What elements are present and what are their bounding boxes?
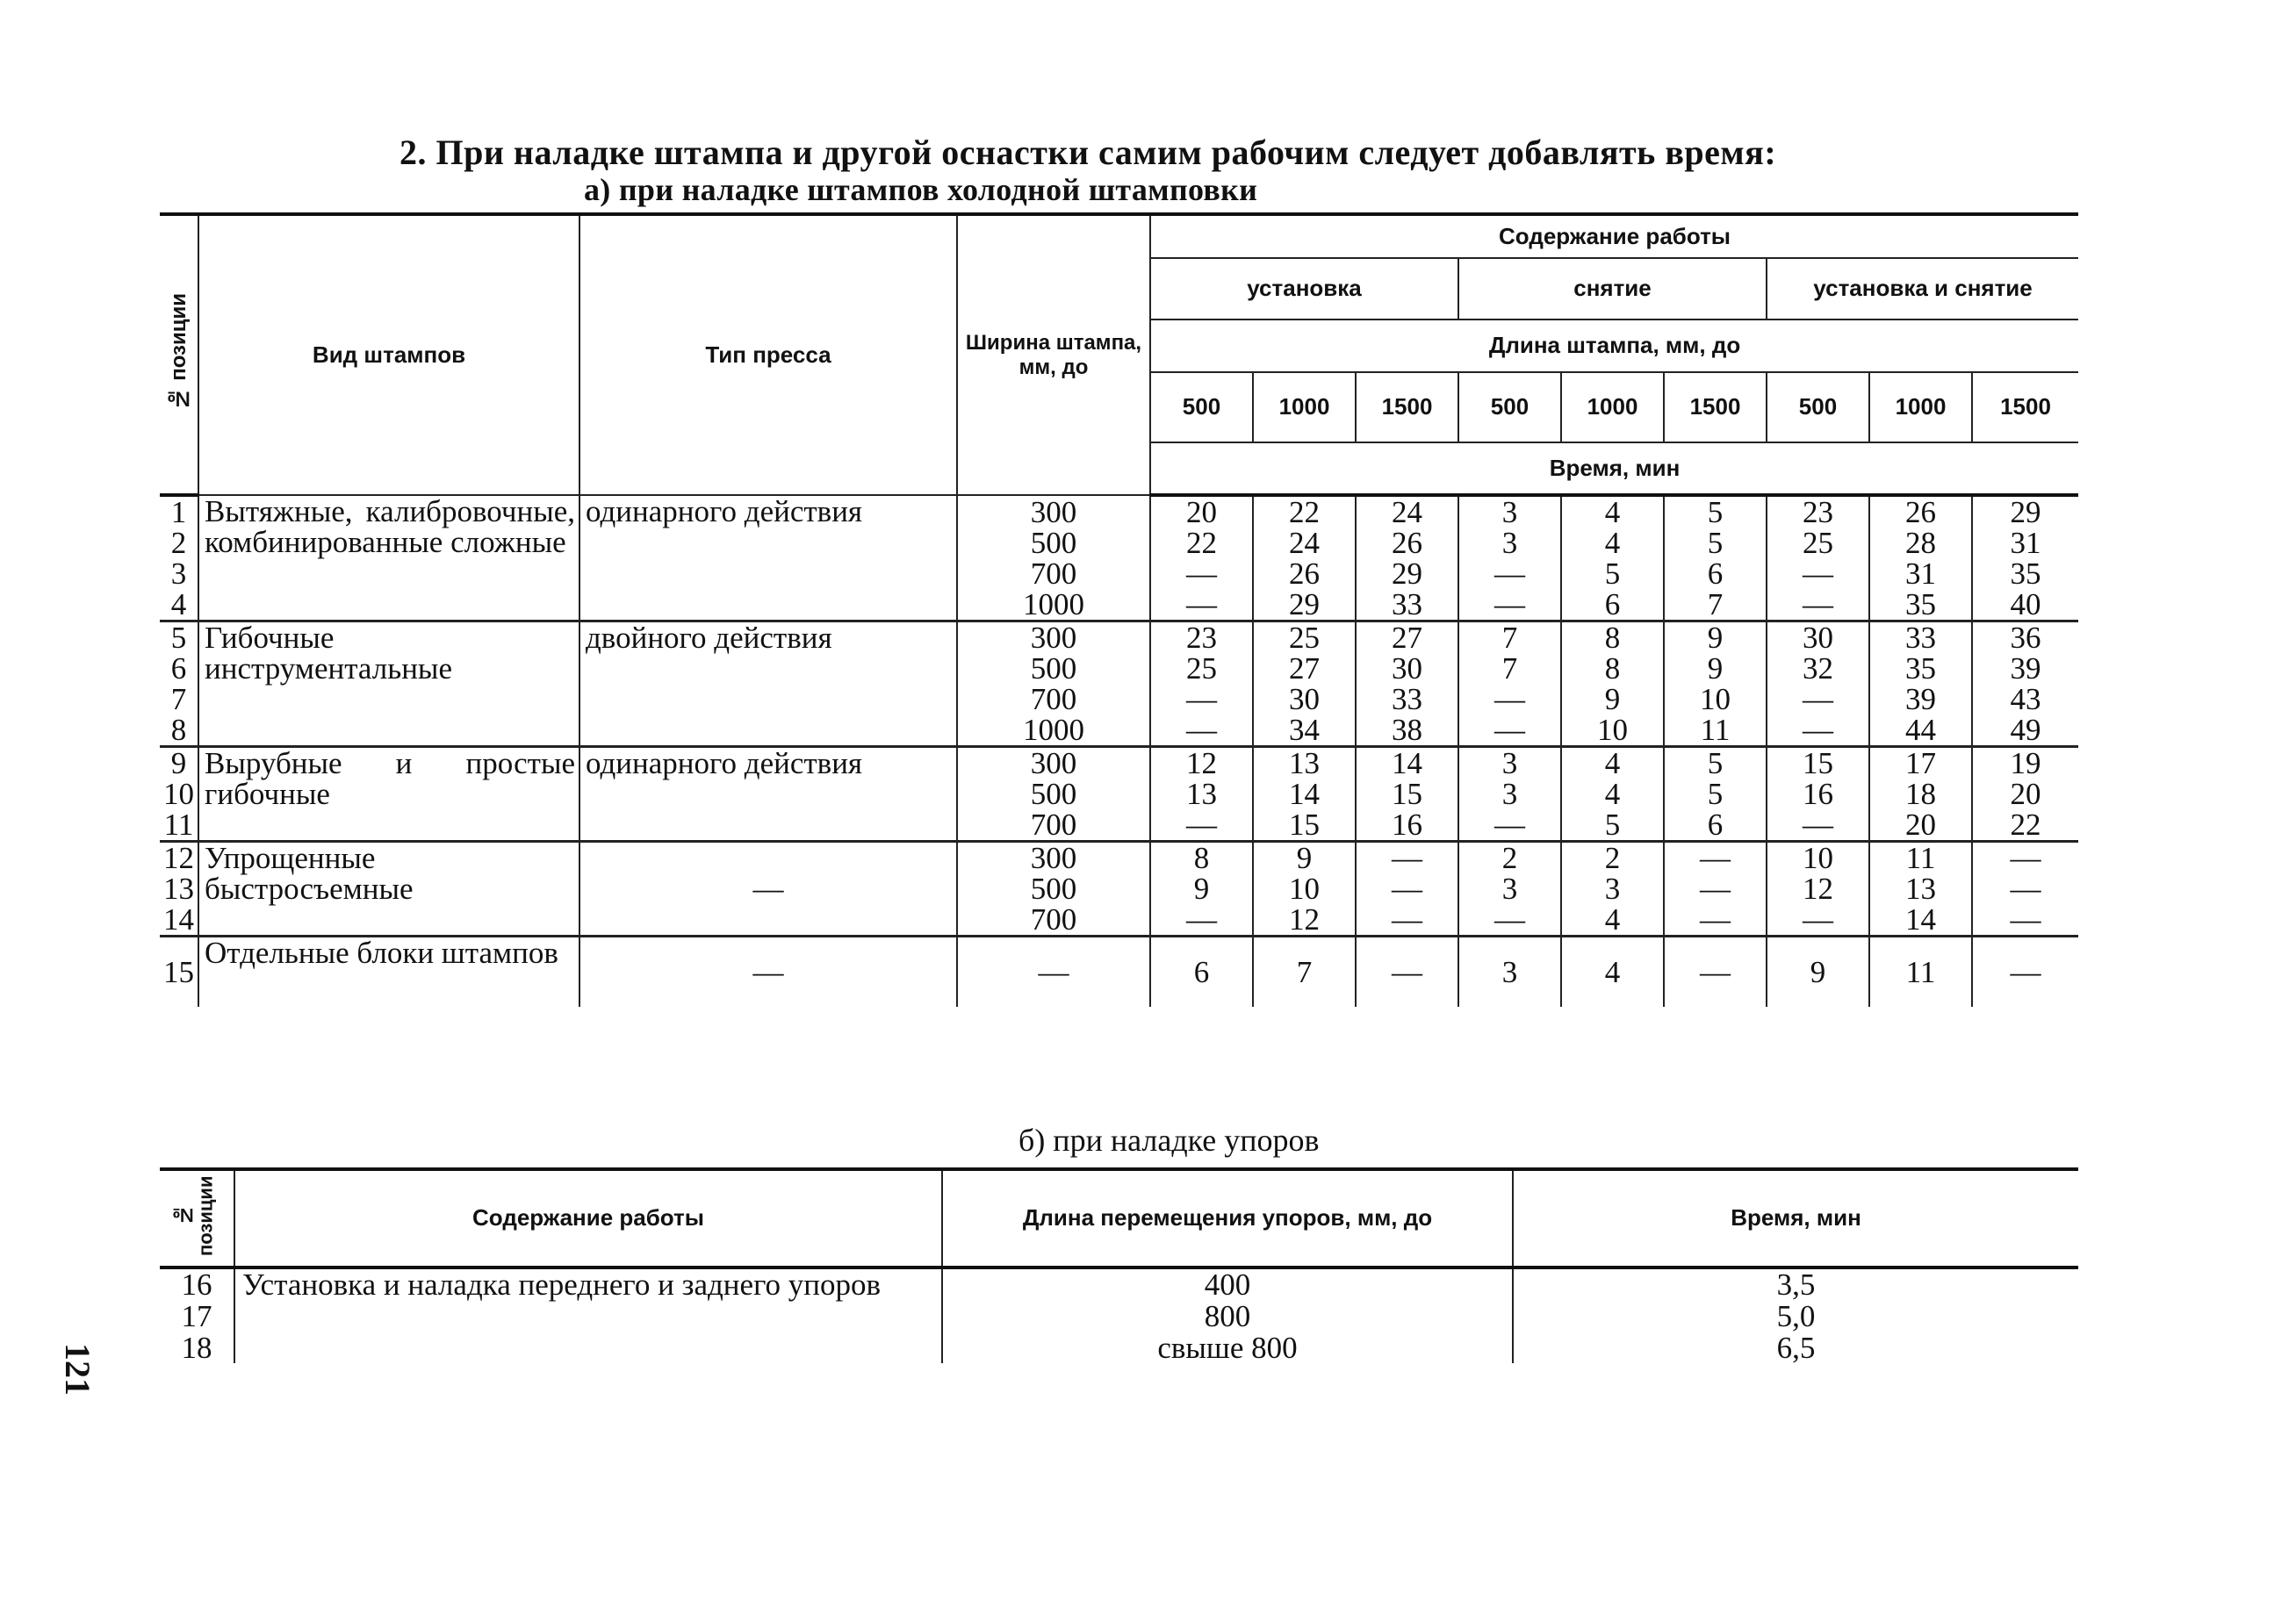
time-cell: 16 bbox=[1356, 809, 1458, 842]
time-cell: — bbox=[1458, 715, 1561, 747]
time-cell: — bbox=[1972, 873, 2078, 904]
time-cell: 28 bbox=[1869, 528, 1972, 558]
time-cell: — bbox=[1150, 589, 1253, 621]
time-cell: — bbox=[1664, 904, 1767, 937]
time-cell: 15 bbox=[1356, 779, 1458, 809]
table-row bbox=[160, 747, 2078, 779]
die-width-header: Ширина штампа, мм, до bbox=[957, 214, 1150, 495]
position-cell: 17 bbox=[160, 1300, 234, 1332]
time-cell: 23 bbox=[1767, 495, 1869, 528]
time-cell: 3 bbox=[1458, 528, 1561, 558]
position-cell: 13 bbox=[160, 873, 198, 904]
position-header: № позиции bbox=[160, 214, 198, 495]
time-cell: 3 bbox=[1458, 873, 1561, 904]
time-cell: 12 bbox=[1253, 904, 1356, 937]
time-cell: 25 bbox=[1150, 653, 1253, 684]
time-cell: — bbox=[1356, 904, 1458, 937]
time-cell: 22 bbox=[1972, 809, 2078, 842]
time-cell: 5,0 bbox=[1513, 1300, 2078, 1332]
length-header-6: 500 bbox=[1767, 372, 1869, 442]
time-cell: — bbox=[1972, 937, 2078, 1007]
die-width-cell: 500 bbox=[957, 873, 1150, 904]
time-cell: 22 bbox=[1253, 495, 1356, 528]
time-header: Время, мин bbox=[1150, 442, 2078, 495]
time-cell: — bbox=[1150, 904, 1253, 937]
die-width-cell: 1000 bbox=[957, 589, 1150, 621]
time-cell: 11 bbox=[1869, 937, 1972, 1007]
time-cell: 5 bbox=[1664, 779, 1767, 809]
time-cell: — bbox=[1664, 842, 1767, 874]
time-cell: 27 bbox=[1356, 621, 1458, 654]
die-width-cell: 700 bbox=[957, 558, 1150, 589]
time-cell: 7 bbox=[1664, 589, 1767, 621]
time-cell: — bbox=[1458, 558, 1561, 589]
work-content-cell: Установка и наладка переднего и заднего упоров bbox=[234, 1268, 942, 1363]
position-cell: 18 bbox=[160, 1332, 234, 1363]
time-cell: 25 bbox=[1253, 621, 1356, 654]
travel-length-cell: 400 bbox=[942, 1268, 1513, 1300]
position-cell: 14 bbox=[160, 904, 198, 937]
time-cell: 5 bbox=[1664, 495, 1767, 528]
time-cell: 35 bbox=[1869, 589, 1972, 621]
length-header-8: 1500 bbox=[1972, 372, 2078, 442]
time-cell: 2 bbox=[1458, 842, 1561, 874]
time-cell: — bbox=[1356, 842, 1458, 874]
time-cell: — bbox=[1458, 589, 1561, 621]
position-cell: 1 bbox=[160, 495, 198, 528]
time-cell: 22 bbox=[1150, 528, 1253, 558]
time-cell: 3 bbox=[1458, 937, 1561, 1007]
time-cell: 5 bbox=[1561, 558, 1664, 589]
die-length-header: Длина штампа, мм, до bbox=[1150, 320, 2078, 372]
table-row bbox=[160, 937, 2078, 1007]
time-cell: 30 bbox=[1253, 684, 1356, 715]
time-cell: 15 bbox=[1253, 809, 1356, 842]
position-cell: 11 bbox=[160, 809, 198, 842]
length-header-2: 1500 bbox=[1356, 372, 1458, 442]
group-header-install-remove: установка и снятие bbox=[1767, 258, 2078, 320]
time-cell: — bbox=[1356, 937, 1458, 1007]
time-cell: — bbox=[1767, 904, 1869, 937]
travel-header-b: Длина перемещения упоров, мм, до bbox=[942, 1169, 1513, 1268]
time-cell: 16 bbox=[1767, 779, 1869, 809]
time-cell: 20 bbox=[1972, 779, 2078, 809]
length-header-3: 500 bbox=[1458, 372, 1561, 442]
die-type-cell: Вырубные и простые гибочные bbox=[198, 747, 579, 842]
time-cell: — bbox=[1150, 715, 1253, 747]
time-cell: — bbox=[1972, 842, 2078, 874]
time-cell: 29 bbox=[1972, 495, 2078, 528]
time-cell: 12 bbox=[1150, 747, 1253, 779]
press-type-cell: одинарного действия bbox=[579, 495, 957, 621]
time-cell: 11 bbox=[1869, 842, 1972, 874]
time-header-b: Время, мин bbox=[1513, 1169, 2078, 1268]
time-cell: 7 bbox=[1458, 621, 1561, 654]
time-cell: 20 bbox=[1150, 495, 1253, 528]
time-cell: 3 bbox=[1561, 873, 1664, 904]
length-header-5: 1500 bbox=[1664, 372, 1767, 442]
time-cell: 40 bbox=[1972, 589, 2078, 621]
die-width-cell: 300 bbox=[957, 747, 1150, 779]
time-cell: 9 bbox=[1664, 621, 1767, 654]
time-cell: 7 bbox=[1458, 653, 1561, 684]
position-cell: 5 bbox=[160, 621, 198, 654]
time-cell: 6 bbox=[1664, 809, 1767, 842]
die-width-cell: 500 bbox=[957, 779, 1150, 809]
die-width-cell: 700 bbox=[957, 809, 1150, 842]
time-cell: 10 bbox=[1253, 873, 1356, 904]
time-cell: — bbox=[1356, 873, 1458, 904]
die-width-cell: 1000 bbox=[957, 715, 1150, 747]
die-type-header: Вид штампов bbox=[198, 214, 579, 495]
table-b-title: б) при наладке упоров bbox=[1018, 1123, 1320, 1158]
time-cell: 35 bbox=[1972, 558, 2078, 589]
die-type-cell: Гибочные инструментальные bbox=[198, 621, 579, 747]
position-cell: 9 bbox=[160, 747, 198, 779]
time-cell: 23 bbox=[1150, 621, 1253, 654]
time-cell: 26 bbox=[1356, 528, 1458, 558]
section-title: 2. При наладке штампа и другой оснастки самим рабочим следует добавлять время: bbox=[399, 133, 1777, 172]
time-cell: 30 bbox=[1767, 621, 1869, 654]
work-content-header: Содержание работы bbox=[1150, 214, 2078, 258]
time-cell: 35 bbox=[1869, 653, 1972, 684]
content-header-b: Содержание работы bbox=[234, 1169, 942, 1268]
time-cell: 10 bbox=[1664, 684, 1767, 715]
time-cell: 18 bbox=[1869, 779, 1972, 809]
time-cell: 4 bbox=[1561, 779, 1664, 809]
time-cell: 8 bbox=[1561, 621, 1664, 654]
length-header-4: 1000 bbox=[1561, 372, 1664, 442]
time-cell: 44 bbox=[1869, 715, 1972, 747]
position-cell: 3 bbox=[160, 558, 198, 589]
time-cell: 25 bbox=[1767, 528, 1869, 558]
position-cell: 10 bbox=[160, 779, 198, 809]
table-row bbox=[160, 621, 2078, 654]
time-cell: 8 bbox=[1561, 653, 1664, 684]
time-cell: 39 bbox=[1972, 653, 2078, 684]
time-cell: 4 bbox=[1561, 904, 1664, 937]
time-cell: 3 bbox=[1458, 747, 1561, 779]
time-cell: 6 bbox=[1561, 589, 1664, 621]
position-cell: 15 bbox=[160, 937, 198, 1007]
die-width-cell: 500 bbox=[957, 528, 1150, 558]
time-cell: 38 bbox=[1356, 715, 1458, 747]
die-width-cell: 700 bbox=[957, 684, 1150, 715]
stops-setup-time-table bbox=[160, 1167, 2078, 1363]
time-cell: 39 bbox=[1869, 684, 1972, 715]
time-cell: 6 bbox=[1664, 558, 1767, 589]
time-cell: 2 bbox=[1561, 842, 1664, 874]
time-cell: 14 bbox=[1253, 779, 1356, 809]
time-cell: — bbox=[1458, 809, 1561, 842]
time-cell: 6,5 bbox=[1513, 1332, 2078, 1363]
time-cell: — bbox=[1664, 873, 1767, 904]
time-cell: — bbox=[1664, 937, 1767, 1007]
time-cell: — bbox=[1458, 904, 1561, 937]
time-cell: 32 bbox=[1767, 653, 1869, 684]
time-cell: 4 bbox=[1561, 747, 1664, 779]
time-cell: 9 bbox=[1150, 873, 1253, 904]
press-type-cell: — bbox=[579, 937, 957, 1007]
time-cell: 7 bbox=[1253, 937, 1356, 1007]
time-cell: 13 bbox=[1869, 873, 1972, 904]
time-cell: 14 bbox=[1869, 904, 1972, 937]
time-cell: 9 bbox=[1561, 684, 1664, 715]
time-cell: 31 bbox=[1869, 558, 1972, 589]
time-cell: — bbox=[1150, 558, 1253, 589]
time-cell: 3,5 bbox=[1513, 1268, 2078, 1300]
time-cell: — bbox=[1150, 809, 1253, 842]
position-cell: 2 bbox=[160, 528, 198, 558]
group-header-install: установка bbox=[1150, 258, 1458, 320]
press-type-cell: двойного действия bbox=[579, 621, 957, 747]
time-cell: 30 bbox=[1356, 653, 1458, 684]
time-cell: 33 bbox=[1356, 589, 1458, 621]
die-width-cell: 300 bbox=[957, 495, 1150, 528]
time-cell: 26 bbox=[1253, 558, 1356, 589]
time-cell: 10 bbox=[1767, 842, 1869, 874]
time-cell: 24 bbox=[1356, 495, 1458, 528]
die-width-cell: 300 bbox=[957, 842, 1150, 874]
position-cell: 8 bbox=[160, 715, 198, 747]
table-row bbox=[160, 495, 2078, 528]
time-cell: 34 bbox=[1253, 715, 1356, 747]
die-width-cell: 700 bbox=[957, 904, 1150, 937]
travel-length-cell: свыше 800 bbox=[942, 1332, 1513, 1363]
position-cell: 12 bbox=[160, 842, 198, 874]
time-cell: 9 bbox=[1253, 842, 1356, 874]
time-cell: — bbox=[1767, 684, 1869, 715]
time-cell: 15 bbox=[1767, 747, 1869, 779]
travel-length-cell: 800 bbox=[942, 1300, 1513, 1332]
position-header-b: № позиции bbox=[160, 1169, 234, 1268]
position-cell: 4 bbox=[160, 589, 198, 621]
time-cell: — bbox=[1767, 589, 1869, 621]
time-cell: 14 bbox=[1356, 747, 1458, 779]
die-width-cell: — bbox=[957, 937, 1150, 1007]
time-cell: 9 bbox=[1664, 653, 1767, 684]
time-cell: 13 bbox=[1150, 779, 1253, 809]
time-cell: 9 bbox=[1767, 937, 1869, 1007]
time-cell: 33 bbox=[1356, 684, 1458, 715]
table-row bbox=[160, 1268, 2078, 1300]
press-type-cell: одинарного действия bbox=[579, 747, 957, 842]
position-cell: 6 bbox=[160, 653, 198, 684]
time-cell: — bbox=[1972, 904, 2078, 937]
press-type-header: Тип пресса bbox=[579, 214, 957, 495]
time-cell: — bbox=[1767, 715, 1869, 747]
time-cell: 36 bbox=[1972, 621, 2078, 654]
press-type-cell: — bbox=[579, 842, 957, 937]
page-number: 121 bbox=[58, 1343, 97, 1396]
time-cell: 26 bbox=[1869, 495, 1972, 528]
time-cell: 11 bbox=[1664, 715, 1767, 747]
time-cell: 12 bbox=[1767, 873, 1869, 904]
time-cell: 3 bbox=[1458, 779, 1561, 809]
position-cell: 7 bbox=[160, 684, 198, 715]
time-cell: 31 bbox=[1972, 528, 2078, 558]
time-cell: 13 bbox=[1253, 747, 1356, 779]
die-type-cell: Отдельные блоки штампов bbox=[198, 937, 579, 1007]
time-cell: — bbox=[1767, 809, 1869, 842]
die-width-cell: 500 bbox=[957, 653, 1150, 684]
position-cell: 16 bbox=[160, 1268, 234, 1300]
length-header-0: 500 bbox=[1150, 372, 1253, 442]
time-cell: 4 bbox=[1561, 528, 1664, 558]
time-cell: — bbox=[1458, 684, 1561, 715]
die-type-cell: Упрощенные быстросъемные bbox=[198, 842, 579, 937]
time-cell: 5 bbox=[1561, 809, 1664, 842]
time-cell: 3 bbox=[1458, 495, 1561, 528]
time-cell: — bbox=[1150, 684, 1253, 715]
time-cell: 27 bbox=[1253, 653, 1356, 684]
die-type-cell: Вытяжные, калибровочные, комбинированные сложные bbox=[198, 495, 579, 621]
length-header-7: 1000 bbox=[1869, 372, 1972, 442]
time-cell: 20 bbox=[1869, 809, 1972, 842]
time-cell: 33 bbox=[1869, 621, 1972, 654]
length-header-1: 1000 bbox=[1253, 372, 1356, 442]
table-a-title: а) при наладке штампов холодной штамповки bbox=[584, 172, 1258, 207]
time-cell: 19 bbox=[1972, 747, 2078, 779]
die-width-cell: 300 bbox=[957, 621, 1150, 654]
time-cell: 43 bbox=[1972, 684, 2078, 715]
time-cell: 5 bbox=[1664, 747, 1767, 779]
table-row bbox=[160, 842, 2078, 874]
time-cell: 10 bbox=[1561, 715, 1664, 747]
time-cell: 5 bbox=[1664, 528, 1767, 558]
time-cell: 29 bbox=[1253, 589, 1356, 621]
time-cell: 17 bbox=[1869, 747, 1972, 779]
time-cell: 4 bbox=[1561, 937, 1664, 1007]
time-cell: 4 bbox=[1561, 495, 1664, 528]
time-cell: — bbox=[1767, 558, 1869, 589]
time-cell: 29 bbox=[1356, 558, 1458, 589]
time-cell: 6 bbox=[1150, 937, 1253, 1007]
time-cell: 8 bbox=[1150, 842, 1253, 874]
time-cell: 49 bbox=[1972, 715, 2078, 747]
group-header-remove: снятие bbox=[1458, 258, 1767, 320]
die-setup-time-table bbox=[160, 212, 2078, 1007]
time-cell: 24 bbox=[1253, 528, 1356, 558]
